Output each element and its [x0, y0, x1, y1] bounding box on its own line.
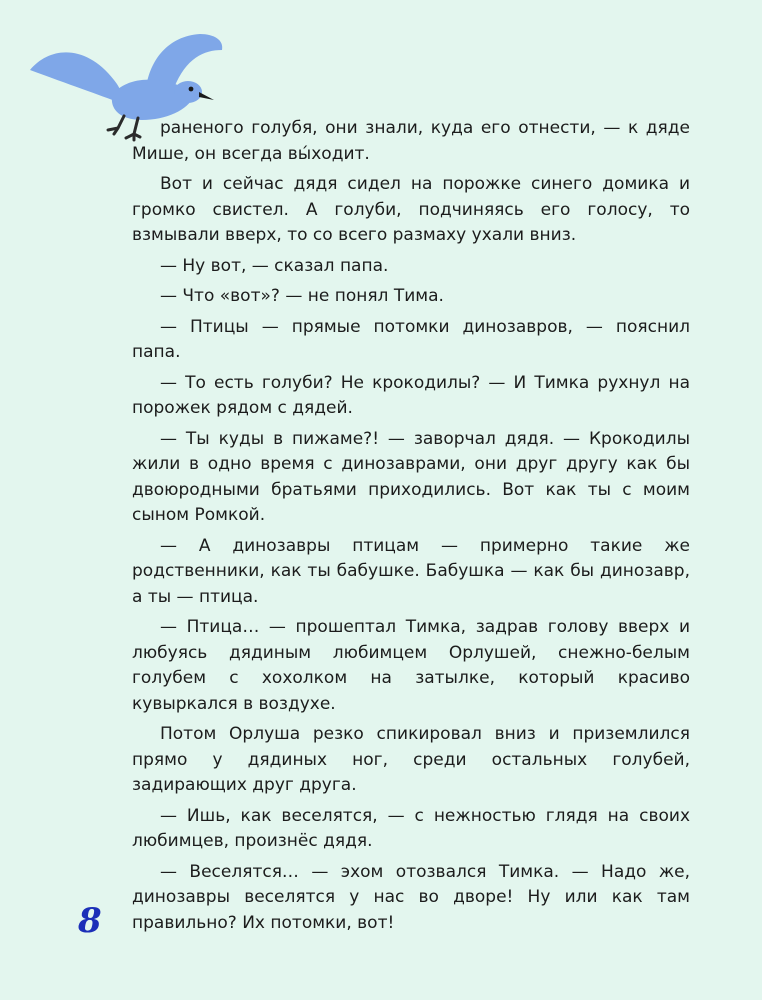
- paragraph: — Ну вот, — сказал папа.: [160, 255, 389, 276]
- paragraph: Вот и сейчас дядя сидел на порожке синего домика и громко свистел. А голуби, подчиняясь его голосу, то взмывали вверх, то со всего размаху ухали вниз.: [132, 174, 690, 245]
- paragraph: — То есть голуби? Не крокодилы? — И Тимка рухнул на порожек рядом с дядей.: [132, 372, 690, 418]
- page-number: 8: [78, 901, 102, 941]
- paragraph: — А динозавры птицам — примерно такие же родственники, как ты бабушке. Бабушка — как бы динозавр, а ты — птица.: [132, 535, 690, 607]
- paragraph: Потом Орлуша резко спикировал вниз и приземлился прямо у дядиных ног, среди остальных голубей, задирающих друг друга.: [132, 724, 690, 795]
- story-text: [132, 116, 690, 936]
- paragraph: — Ты куды в пижаме?! — заворчал дядя. — Крокодилы жили в одно время с динозаврами, они друг другу как бы двоюродными братьями приходились. Вот как ты с моим сыном Ромкой.: [132, 428, 690, 525]
- paragraph: — Что «вот»? — не понял Тима.: [160, 286, 444, 306]
- paragraph: — Веселятся… — эхом отозвался Тимка. — Надо же, динозавры веселятся у нас во дворе! Ну или как там правильно? Их потомки, вот!: [132, 861, 690, 933]
- paragraph: — Птицы — прямые потомки динозавров, — пояснил папа.: [132, 316, 690, 362]
- paragraph: раненого голубя, они знали, куда его отнести, — к дяде Мише, он всегда вы́ходит.: [132, 118, 690, 164]
- paragraph: — Ишь, как веселятся, — с нежностью глядя на своих любимцев, произнёс дядя.: [132, 805, 690, 851]
- paragraph: — Птица… — прошептал Тимка, задрав голову вверх и любуясь дядиным любимцем Орлушей, снежно-белым голубем с хохолком на затылке, который красиво кувыркался в воздухе.: [132, 617, 690, 714]
